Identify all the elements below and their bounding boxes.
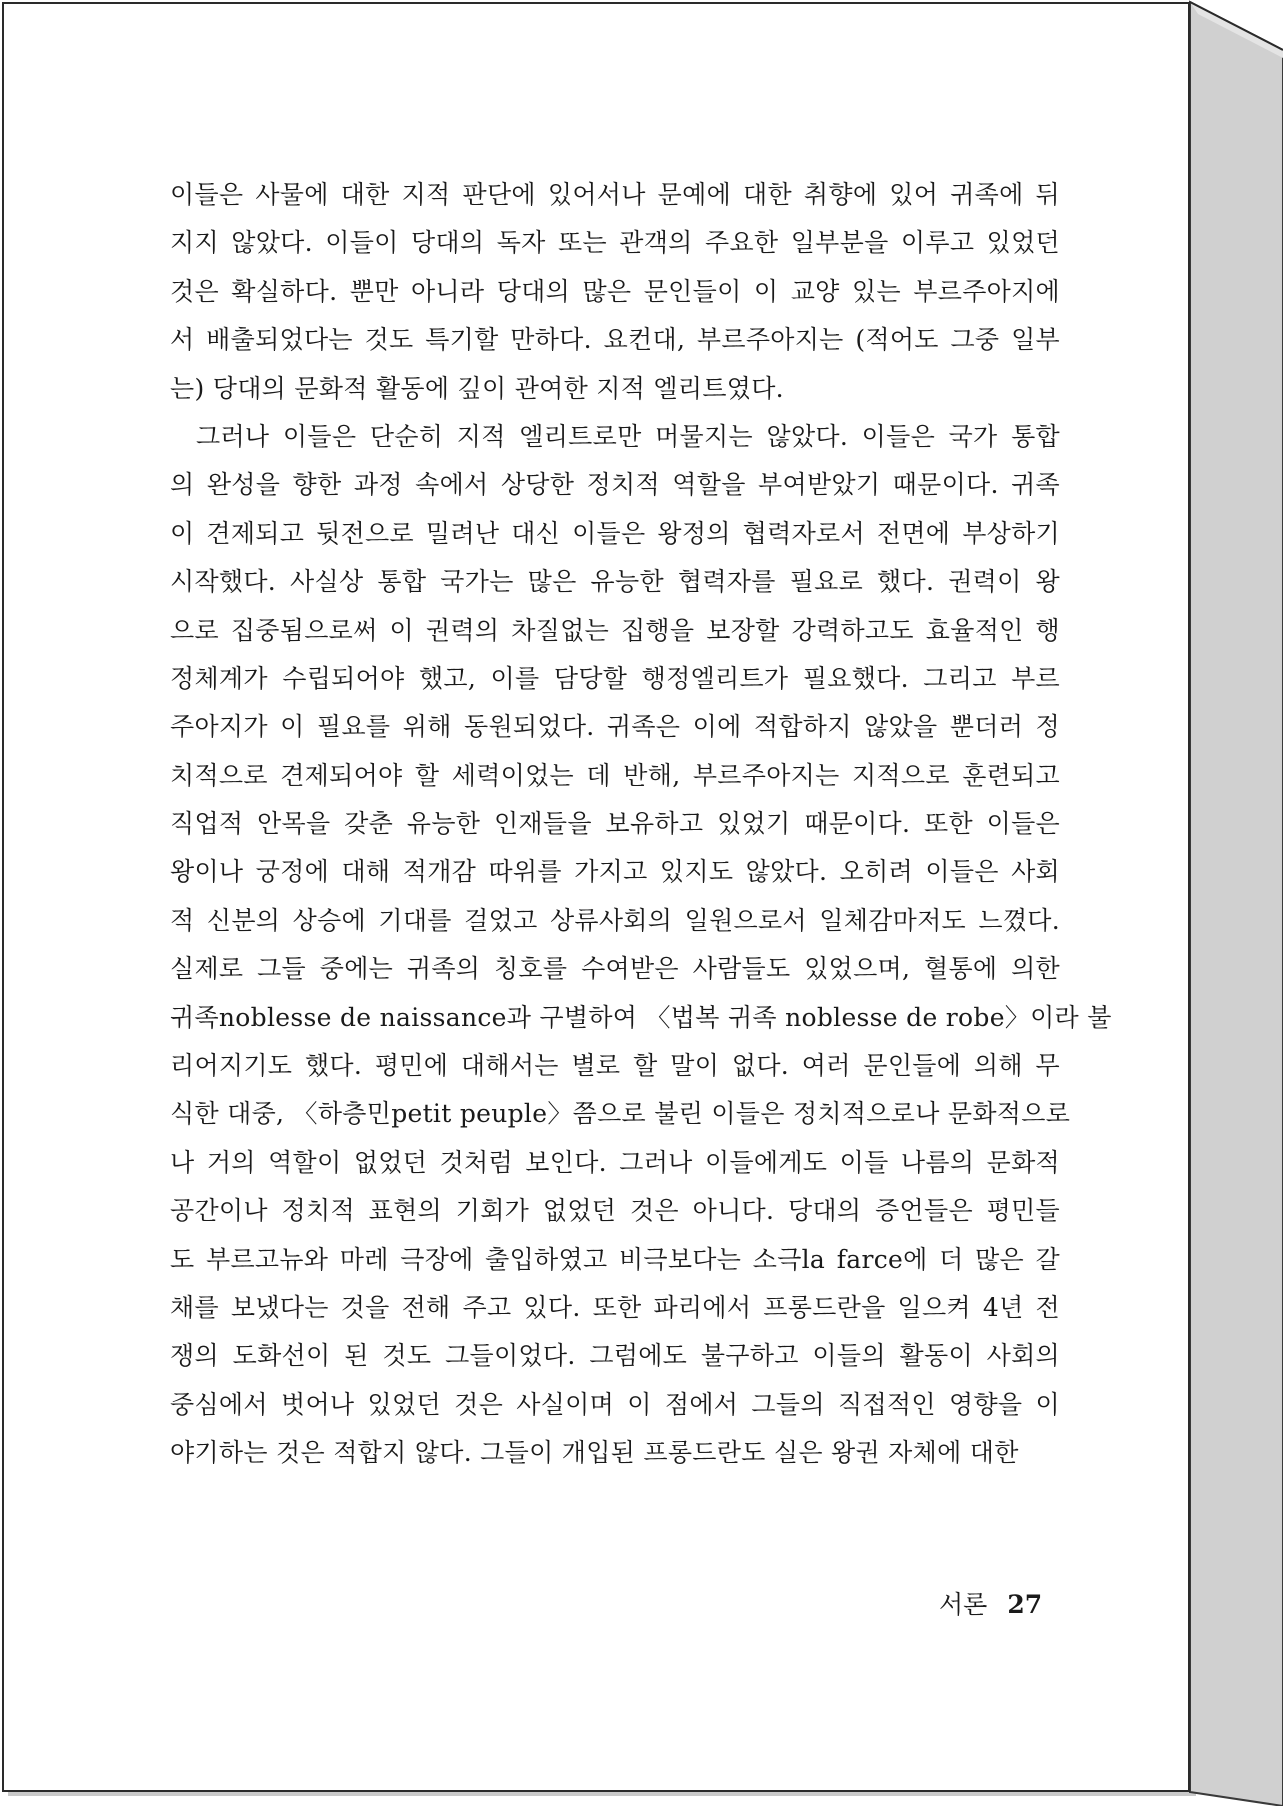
page-footer xyxy=(939,1585,1042,1621)
text-line: 나 거의 역할이 없었던 것처럼 보인다. 그러나 이들에게도 이들 나름의 문화적 xyxy=(170,1147,1060,1177)
text-line: 식한 대중, 〈하층민petit peuple〉쯤으로 불린 이들은 정치적으로나 문화적으로 xyxy=(170,1099,1071,1129)
body-text xyxy=(170,171,1112,1478)
paragraph xyxy=(170,171,1060,413)
text-line: 서 배출되었다는 것도 특기할 만하다. 요컨대, 부르주아지는 (적어도 그중 일부 xyxy=(170,325,1060,355)
book-page xyxy=(2,2,1190,1792)
text-line: 공간이나 정치적 표현의 기회가 없었던 것은 아니다. 당대의 증언들은 평민들 xyxy=(170,1196,1060,1226)
text-line: 의 완성을 향한 과정 속에서 상당한 정치적 역할을 부여받았기 때문이다. 귀족 xyxy=(170,470,1060,500)
text-line: 정체계가 수립되어야 했고, 이를 담당할 행정엘리트가 필요했다. 그리고 부르 xyxy=(170,663,1060,693)
text-line: 적 신분의 상승에 기대를 걸었고 상류사회의 일원으로서 일체감마저도 느꼈다. xyxy=(170,905,1060,935)
text-line: 왕이나 궁정에 대해 적개감 따위를 가지고 있지도 않았다. 오히려 이들은 사회 xyxy=(170,857,1060,887)
text-line: 시작했다. 사실상 통합 국가는 많은 유능한 협력자를 필요로 했다. 권력이 왕 xyxy=(170,567,1060,597)
text-line: 주아지가 이 필요를 위해 동원되었다. 귀족은 이에 적합하지 않았을 뿐더러 정 xyxy=(170,712,1060,742)
text-line: 채를 보냈다는 것을 전해 주고 있다. 또한 파리에서 프롱드란을 일으켜 4년 전 xyxy=(170,1292,1060,1322)
text-line: 리어지기도 했다. 평민에 대해서는 별로 할 말이 없다. 여러 문인들에 의해 무 xyxy=(170,1051,1060,1081)
text-line: 는) 당대의 문화적 활동에 깊이 관여한 지적 엘리트였다. xyxy=(170,373,784,403)
text-line: 것은 확실하다. 뿐만 아니라 당대의 많은 문인들이 이 교양 있는 부르주아지에 xyxy=(170,276,1060,306)
text-line: 그러나 이들은 단순히 지적 엘리트로만 머물지는 않았다. 이들은 국가 통합 xyxy=(196,421,1060,451)
paragraph xyxy=(170,413,1112,1478)
text-line: 쟁의 도화선이 된 것도 그들이었다. 그럼에도 불구하고 이들의 활동이 사회의 xyxy=(170,1341,1060,1371)
text-line: 중심에서 벗어나 있었던 것은 사실이며 이 점에서 그들의 직접적인 영향을 이 xyxy=(170,1389,1060,1419)
running-footer-section: 서론 xyxy=(939,1590,988,1619)
text-line: 지지 않았다. 이들이 당대의 독자 또는 관객의 주요한 일부분을 이루고 있었던 xyxy=(170,228,1060,258)
text-line: 이 견제되고 뒷전으로 밀려난 대신 이들은 왕정의 협력자로서 전면에 부상하기 xyxy=(170,518,1060,548)
text-line: 치적으로 견제되어야 할 세력이었는 데 반해, 부르주아지는 지적으로 훈련되고 xyxy=(170,760,1060,790)
text-line: 실제로 그들 중에는 귀족의 칭호를 수여받은 사람들도 있었으며, 혈통에 의한 xyxy=(170,954,1060,984)
page-number: 27 xyxy=(1007,1590,1043,1619)
text-line: 야기하는 것은 적합지 않다. 그들이 개입된 프롱드란도 실은 왕권 자체에 대한 xyxy=(170,1438,1019,1468)
text-line: 귀족noblesse de naissance과 구별하여 〈법복 귀족 noblesse de robe〉이라 불 xyxy=(170,1002,1112,1032)
text-line: 이들은 사물에 대한 지적 판단에 있어서나 문예에 대한 취향에 있어 귀족에 뒤 xyxy=(170,180,1060,209)
text-line: 도 부르고뉴와 마레 극장에 출입하였고 비극보다는 소극la farce에 더 많은 갈 xyxy=(170,1244,1060,1274)
text-line: 직업적 안목을 갖춘 유능한 인재들을 보유하고 있었기 때문이다. 또한 이들은 xyxy=(170,809,1060,839)
text-line: 으로 집중됨으로써 이 권력의 차질없는 집행을 보장할 강력하고도 효율적인 행 xyxy=(170,615,1060,645)
